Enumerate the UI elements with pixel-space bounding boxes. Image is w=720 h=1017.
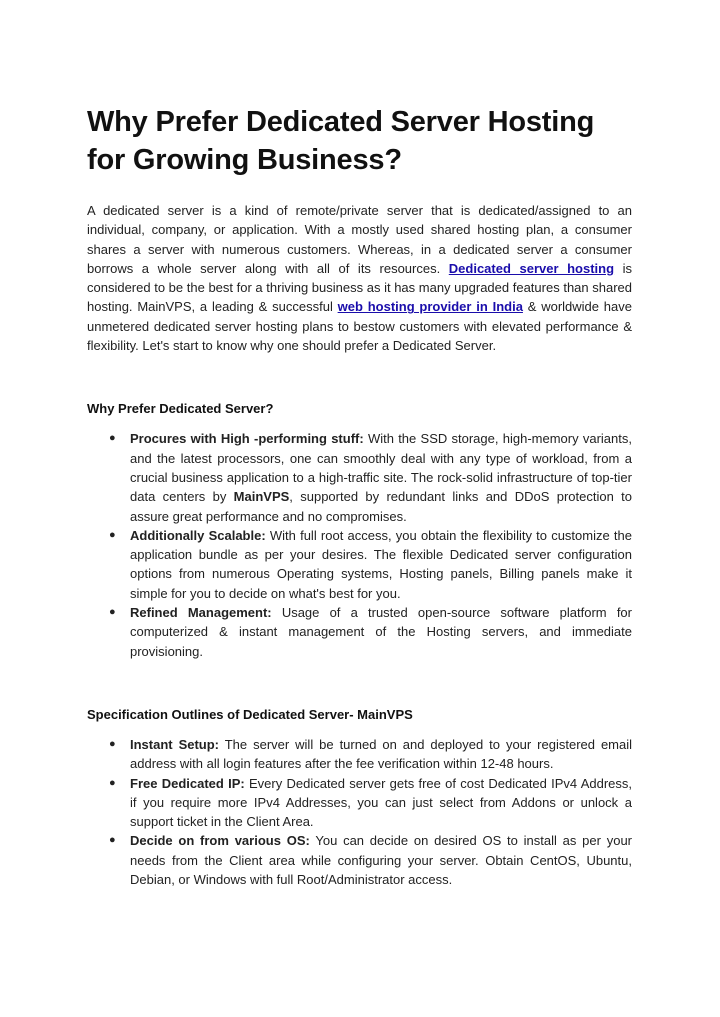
list-item-label: Decide on from various OS:	[130, 833, 310, 849]
specification-list	[87, 735, 632, 889]
list-item-label: Procures with High -performing stuff:	[130, 431, 364, 447]
list-item	[87, 735, 632, 774]
list-item-text: With the SSD storage, high-memory variants, and the latest processors, one can smoothly deal with any type of workload, from a crucial business application to a high-traffic site. The rock-solid infrastructure of top-tier data centers by	[130, 431, 632, 505]
list-item	[87, 526, 632, 603]
list-item-text: The server will be turned on and deployed to your registered email address with all login features after the fee verification within 12-48 hours.	[130, 736, 633, 772]
list-item	[87, 603, 632, 661]
bullet-icon: ●	[109, 432, 116, 445]
list-item-text: , supported by redundant links and DDoS protection to assure great performance and no compromises.	[130, 489, 632, 524]
bullet-icon: ●	[109, 528, 116, 541]
intro-text-part3: & worldwide have unmetered dedicated server hosting plans to bestow customers with elevated performance & flexibility. Let's start to know why one should prefer a Dedicated Server.	[87, 299, 632, 354]
list-item-label: Instant Setup:	[130, 736, 220, 752]
document-page	[87, 103, 632, 933]
list-item	[87, 774, 632, 832]
intro-text-part1: A dedicated server is a kind of remote/private server that is dedicated/assigned to an individual, company, or application. With a mostly used shared hosting plan, a consumer shares a server with numerous customers. Whereas, in a dedicated server a consumer borrows a whole server along with all of its resources.	[87, 203, 632, 276]
web-hosting-provider-link[interactable]: web hosting provider in India	[337, 299, 523, 315]
intro-paragraph	[87, 201, 632, 355]
dedicated-server-hosting-link[interactable]: Dedicated server hosting	[448, 260, 615, 276]
document-title: Why Prefer Dedicated Server Hosting for Growing Business?	[87, 106, 595, 176]
list-item-text: You can decide on desired OS to install as per your needs from the Client area while configuring your server. Obtain CentOS, Ubuntu, Debian, or Windows with full Root/Administrator access.	[130, 833, 633, 888]
list-item-label: Free Dedicated IP:	[130, 775, 245, 791]
list-item-text: Every Dedicated server gets free of cost Dedicated IPv4 Address, if you require more IPv4 Addresses, you can just select from Addons or unlock a support ticket in the Client Area.	[130, 775, 633, 830]
bullet-icon: ●	[109, 834, 116, 847]
intro-text-part2: is considered to be the best for a thriving business as it has many upgraded features than shared hosting. MainVPS, a leading & successful	[87, 260, 633, 315]
bullet-icon: ●	[109, 776, 116, 789]
brand-name: MainVPS	[233, 489, 290, 505]
bullet-icon: ●	[109, 737, 116, 750]
section-heading-specification: Specification Outlines of Dedicated Server- MainVPS	[87, 706, 413, 722]
list-item-label: Additionally Scalable:	[130, 527, 266, 543]
list-item	[87, 429, 632, 525]
list-item-text: With full root access, you obtain the flexibility to customize the application bundle as per your desires. The flexible Dedicated server configuration options from numerous Operating systems, Hosting panels, Billing panels make it simple for you to decide on what's best for you.	[130, 527, 632, 601]
why-prefer-list	[87, 429, 632, 661]
list-item-text: Usage of a trusted open-source software platform for computerized & instant management of the Hosting servers, and immediate provisioning.	[130, 605, 632, 659]
bullet-icon: ●	[109, 606, 116, 619]
list-item-label: Refined Management:	[130, 605, 272, 621]
section-heading-why-prefer: Why Prefer Dedicated Server?	[87, 401, 274, 417]
list-item	[87, 831, 632, 889]
